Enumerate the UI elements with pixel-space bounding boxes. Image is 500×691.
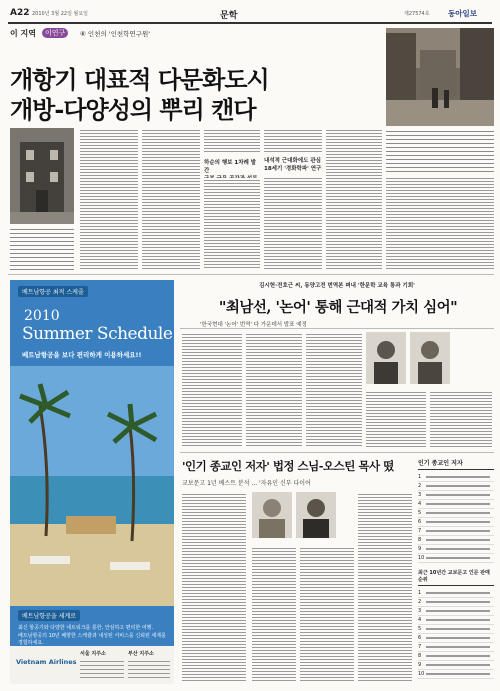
ad-bottom-line2: 베트남항공의 10년 배향한 스케쥴과 내성된 서비스를 신뢰된 세계를 경험하세요. (18, 633, 166, 646)
ranking-row (418, 518, 494, 527)
ranking-row (418, 545, 494, 554)
ranking-title: 인기 종교인 저자 (418, 458, 494, 470)
ranking-number: 1 (418, 590, 422, 596)
story2-sub: '한국현대 '논어' 번역' 다 가운데서 발표 예정 (200, 322, 307, 328)
ad-year: 2010 (24, 308, 60, 324)
ad-title: Summer Schedule (22, 324, 173, 344)
ad-beach-scene (10, 366, 174, 606)
ranking-number: 2 (418, 483, 422, 489)
ranking-row (418, 491, 494, 500)
section-title: 문학 (220, 11, 238, 21)
story1-subhead-b (264, 156, 324, 172)
ranking-number: 10 (418, 671, 425, 677)
street-photo (386, 28, 494, 126)
ranking-entry (426, 557, 490, 559)
headline-line-2: 개방-다양성의 뿌리 캔다 (10, 95, 256, 124)
historic-building-photo (10, 128, 74, 224)
ranking-row (418, 607, 494, 616)
story1-col4b (264, 176, 322, 270)
ranking-title-2: 최근 10년간 교보문고 인문 판매 순위 (418, 569, 494, 586)
subhead-a-line1: 하순의 행보 1차례 발간 (204, 160, 257, 174)
ranking-entry (426, 503, 490, 505)
kicker-label: 이 지역 (10, 29, 36, 38)
story1-col3b (204, 178, 260, 270)
ranking-number: 5 (418, 510, 422, 516)
story1-col1 (80, 128, 138, 270)
edition-number: 제27574호 (404, 11, 430, 17)
ranking-entry (426, 512, 490, 514)
ranking-number: 4 (418, 501, 422, 507)
ranking-number: 3 (418, 608, 422, 614)
ranking-number: 6 (418, 519, 422, 525)
paper-name: 동아일보 (448, 9, 477, 18)
ranking-entry (426, 628, 490, 630)
portrait-2-image (410, 332, 450, 384)
ranking-row (418, 652, 494, 661)
ranking-number: 1 (418, 474, 422, 480)
ranking-entry (426, 664, 490, 666)
ranking-entry (426, 485, 490, 487)
ranking-entry (426, 476, 490, 478)
ranking-row (418, 527, 494, 536)
ranking-row (418, 643, 494, 652)
historic-photo-caption (10, 226, 74, 270)
street-photo-caption (386, 128, 494, 172)
story-kicker (10, 28, 210, 40)
subhead-b-line2: 18세기 '경화학파' 연구 (264, 166, 322, 172)
ad-office-2: 부산 지주소 (128, 651, 154, 657)
ranking-entry (426, 494, 490, 496)
ranking-number: 8 (418, 537, 422, 543)
issue-date: 2010년 3월 22일 월요일 (32, 11, 89, 17)
ad-tag: 베트남항공 최적 스케줄 (18, 286, 88, 297)
ranking-number: 5 (418, 626, 422, 632)
ranking-row (418, 625, 494, 634)
ad-footer (10, 646, 174, 684)
ad-bottom-tag: 베트남항공을 세계로 (18, 610, 80, 621)
ranking-row (418, 589, 494, 598)
headline-line-1: 개항기 대표적 다문화도시 (10, 65, 269, 94)
ad-bottom-line1: 최신 항공기와 다양한 네트워크를 통한, 안심하고 편리한 여행. (18, 625, 154, 631)
ad-subtitle: 베트남항공을 보다 편리하게 이용하세요!! (22, 351, 142, 359)
page-number: A22 (10, 8, 30, 18)
story1-col5 (326, 128, 382, 270)
story3-sub: 교보문고 1년 베스트 분석 ... '자유인 신부 다이어 (182, 480, 311, 487)
story1-col4 (264, 128, 322, 152)
ranking-row (418, 536, 494, 545)
ranking-entry (426, 530, 490, 532)
ranking-entry (426, 548, 490, 550)
pastor-image (296, 492, 336, 538)
story1-col6 (386, 176, 494, 270)
ranking-number: 4 (418, 617, 422, 623)
ranking-row (418, 616, 494, 625)
ranking-row (418, 509, 494, 518)
monk-photo (252, 492, 292, 538)
ranking-number: 9 (418, 662, 422, 668)
story2-col2 (246, 332, 302, 448)
ranking-number: 6 (418, 635, 422, 641)
story1-col2 (142, 128, 200, 270)
story2-headline: "최남선, '논어' 통해 근대적 가치 심어" (218, 299, 458, 316)
ranking-entry (426, 655, 490, 657)
ranking-entry (426, 646, 490, 648)
story2-col1 (182, 332, 242, 448)
ranking-number: 7 (418, 528, 422, 534)
monk-image (252, 492, 292, 538)
ranking-number: 10 (418, 555, 425, 561)
ad-logo: Vietnam Airlines (16, 658, 77, 666)
ranking-entry (426, 601, 490, 603)
ranking-entry (426, 637, 490, 639)
story3-col4 (358, 492, 412, 682)
story3-col3 (300, 546, 354, 682)
historic-building-image (10, 128, 74, 224)
pastor-photo (296, 492, 336, 538)
ranking-entry (426, 619, 490, 621)
author-portrait-2 (410, 332, 450, 384)
ranking-row (418, 670, 494, 679)
masthead (10, 8, 492, 22)
ranking-number: 8 (418, 653, 422, 659)
ranking-table-2 (418, 589, 494, 679)
ranking-number: 9 (418, 546, 422, 552)
story3-headline: '인기 종교인 저자' 법정 스님-오스틴 목사 떴 (182, 459, 394, 473)
subhead-b-line1: 내석적 근대화에도 관심 (264, 158, 321, 164)
ranking-row (418, 634, 494, 643)
kicker-badge: 이연구 (42, 28, 68, 38)
ranking-entry (426, 592, 490, 594)
ranking-entry (426, 539, 490, 541)
kicker-sub: ⑥ 인천의 '인천학연구원' (80, 30, 151, 38)
story2-overline: 김시헌·전호근 씨, 동양고전 번역본 펴내 '한문학 교육 통과 기회' (259, 283, 415, 289)
author-portrait-1 (366, 332, 406, 384)
story1-col3a (204, 128, 260, 154)
ranking-row (418, 661, 494, 670)
story3-col2 (252, 546, 296, 682)
portrait-1-image (366, 332, 406, 384)
ranking-number: 2 (418, 599, 422, 605)
street-photo-image (386, 28, 494, 126)
ranking-entry (426, 521, 490, 523)
ranking-row (418, 598, 494, 607)
airline-ad (10, 280, 174, 684)
ranking-table-1 (418, 473, 494, 563)
ranking-row (418, 554, 494, 563)
story3-col1 (182, 492, 246, 682)
ranking-entry (426, 610, 490, 612)
ad-office-1: 서울 지주소 (80, 651, 106, 657)
ranking-row (418, 482, 494, 491)
ranking-row (418, 500, 494, 509)
ranking-row (418, 473, 494, 482)
ranking-number: 3 (418, 492, 422, 498)
ranking-entry (426, 673, 490, 675)
story2-col5 (430, 390, 492, 448)
ranking-sidebar (418, 458, 494, 684)
story2-col4 (366, 390, 426, 448)
ranking-number: 7 (418, 644, 422, 650)
story2-col3 (306, 332, 362, 448)
